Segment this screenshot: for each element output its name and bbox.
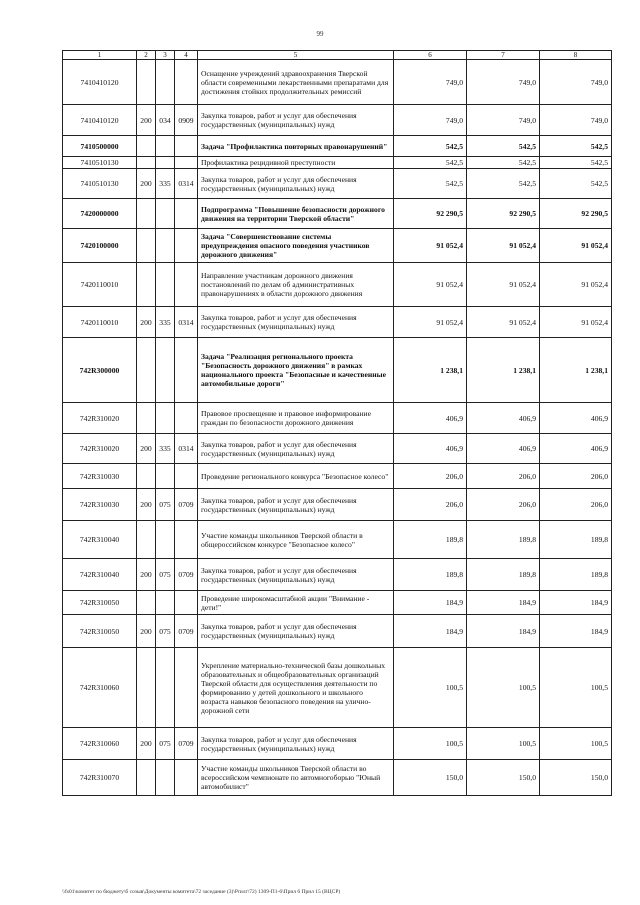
- department-code-cell: [156, 199, 175, 229]
- section-code-cell: [175, 263, 198, 307]
- item-name-cell: Правовое просвещение и правовое информирование граждан по безопасности дорожного движения: [198, 403, 394, 434]
- amount-col6-cell: 92 290,5: [394, 199, 467, 229]
- table-row: [63, 489, 612, 521]
- amount-col7-cell: 100,5: [467, 648, 540, 728]
- amount-col6-cell: 100,5: [394, 648, 467, 728]
- amount-col6-cell: 91 052,4: [394, 307, 467, 338]
- section-code-cell: [175, 464, 198, 489]
- amount-col6-cell: 206,0: [394, 489, 467, 521]
- column-header: 2: [137, 51, 156, 60]
- amount-col7-cell: 189,8: [467, 521, 540, 559]
- department-code-cell: [156, 60, 175, 105]
- section-code-cell: [175, 760, 198, 796]
- amount-col6-cell: 184,9: [394, 591, 467, 615]
- item-name-cell: Закупка товаров, работ и услуг для обеспечения государственных (муниципальных) нужд: [198, 169, 394, 199]
- table-row: [63, 591, 612, 615]
- table-row: [63, 403, 612, 434]
- budget-code-cell: 742R310030: [63, 489, 137, 521]
- item-name-cell: Задача "Совершенствование системы предупреждения опасного поведения участников дорожного движения": [198, 229, 394, 263]
- department-code-cell: [156, 157, 175, 169]
- table-row: [63, 60, 612, 105]
- section-code-cell: [175, 648, 198, 728]
- table-row: [63, 136, 612, 157]
- expense-type-cell: 200: [137, 105, 156, 136]
- table-row: [63, 169, 612, 199]
- section-code-cell: 0909: [175, 105, 198, 136]
- amount-col7-cell: 91 052,4: [467, 229, 540, 263]
- expense-type-cell: [137, 199, 156, 229]
- amount-col8-cell: 184,9: [540, 615, 612, 648]
- department-code-cell: 075: [156, 559, 175, 591]
- amount-col8-cell: 1 238,1: [540, 338, 612, 403]
- amount-col7-cell: 100,5: [467, 728, 540, 760]
- amount-col8-cell: 542,5: [540, 157, 612, 169]
- expense-type-cell: [137, 648, 156, 728]
- expense-type-cell: [137, 464, 156, 489]
- amount-col8-cell: 150,0: [540, 760, 612, 796]
- amount-col7-cell: 150,0: [467, 760, 540, 796]
- item-name-cell: Задача "Реализация регионального проекта "Безопасность дорожного движения" в рамках национального проекта "Безопасные и качественные автомобильные дороги": [198, 338, 394, 403]
- section-code-cell: 0314: [175, 307, 198, 338]
- budget-code-cell: 7410500000: [63, 136, 137, 157]
- section-code-cell: [175, 136, 198, 157]
- amount-col6-cell: 406,9: [394, 434, 467, 464]
- item-name-cell: Подпрограмма "Повышение безопасности дорожного движения на территории Тверской области": [198, 199, 394, 229]
- amount-col6-cell: 542,5: [394, 157, 467, 169]
- budget-code-cell: 742R310030: [63, 464, 137, 489]
- amount-col7-cell: 542,5: [467, 157, 540, 169]
- amount-col6-cell: 189,8: [394, 559, 467, 591]
- item-name-cell: Проведение регионального конкурса "Безопасное колесо": [198, 464, 394, 489]
- amount-col6-cell: 150,0: [394, 760, 467, 796]
- amount-col8-cell: 100,5: [540, 648, 612, 728]
- budget-code-cell: 7420110010: [63, 307, 137, 338]
- section-code-cell: [175, 199, 198, 229]
- item-name-cell: Закупка товаров, работ и услуг для обеспечения государственных (муниципальных) нужд: [198, 728, 394, 760]
- budget-code-cell: 7410510130: [63, 169, 137, 199]
- expense-type-cell: 200: [137, 434, 156, 464]
- amount-col6-cell: 406,9: [394, 403, 467, 434]
- amount-col8-cell: 749,0: [540, 60, 612, 105]
- expense-type-cell: [137, 338, 156, 403]
- expense-type-cell: 200: [137, 307, 156, 338]
- amount-col8-cell: 406,9: [540, 403, 612, 434]
- budget-code-cell: 742R310020: [63, 403, 137, 434]
- item-name-cell: Участие команды школьников Тверской области во всероссийском чемпионате по автомногоборью "Юный автомобилист": [198, 760, 394, 796]
- amount-col8-cell: 189,8: [540, 559, 612, 591]
- budget-code-cell: 742R310060: [63, 648, 137, 728]
- table-row: [63, 307, 612, 338]
- column-header: 4: [175, 51, 198, 60]
- amount-col8-cell: 406,9: [540, 434, 612, 464]
- table-row: [63, 338, 612, 403]
- department-code-cell: 335: [156, 434, 175, 464]
- expense-type-cell: [137, 403, 156, 434]
- table-row: [63, 521, 612, 559]
- amount-col8-cell: 189,8: [540, 521, 612, 559]
- section-code-cell: [175, 60, 198, 105]
- amount-col7-cell: 749,0: [467, 105, 540, 136]
- amount-col7-cell: 189,8: [467, 559, 540, 591]
- expense-type-cell: 200: [137, 559, 156, 591]
- amount-col7-cell: 91 052,4: [467, 307, 540, 338]
- expense-type-cell: 200: [137, 728, 156, 760]
- column-header: 3: [156, 51, 175, 60]
- table-row: [63, 105, 612, 136]
- item-name-cell: Задача "Профилактика повторных правонарушений": [198, 136, 394, 157]
- amount-col7-cell: 184,9: [467, 615, 540, 648]
- table-row: [63, 464, 612, 489]
- expense-type-cell: 200: [137, 615, 156, 648]
- department-code-cell: [156, 403, 175, 434]
- department-code-cell: [156, 263, 175, 307]
- table-row: [63, 559, 612, 591]
- budget-code-cell: 742R310050: [63, 615, 137, 648]
- table-row: [63, 728, 612, 760]
- column-header: 1: [63, 51, 137, 60]
- amount-col8-cell: 206,0: [540, 489, 612, 521]
- amount-col7-cell: 206,0: [467, 489, 540, 521]
- amount-col8-cell: 542,5: [540, 136, 612, 157]
- section-code-cell: 0709: [175, 559, 198, 591]
- item-name-cell: Укрепление материально-технической базы дошкольных образовательных и общеобразовательных организаций Тверской области для осуществления деятельности по формированию у детей дошкольного и школьного возраста навыков безопасного поведения на улично-дорожной сети: [198, 648, 394, 728]
- item-name-cell: Закупка товаров, работ и услуг для обеспечения государственных (муниципальных) нужд: [198, 307, 394, 338]
- budget-table: [62, 50, 612, 796]
- department-code-cell: [156, 521, 175, 559]
- department-code-cell: [156, 229, 175, 263]
- amount-col7-cell: 206,0: [467, 464, 540, 489]
- department-code-cell: [156, 591, 175, 615]
- budget-code-cell: 7420000000: [63, 199, 137, 229]
- item-name-cell: Закупка товаров, работ и услуг для обеспечения государственных (муниципальных) нужд: [198, 489, 394, 521]
- amount-col6-cell: 184,9: [394, 615, 467, 648]
- amount-col7-cell: 1 238,1: [467, 338, 540, 403]
- table-row: [63, 434, 612, 464]
- amount-col6-cell: 91 052,4: [394, 263, 467, 307]
- amount-col7-cell: 184,9: [467, 591, 540, 615]
- item-name-cell: Проведение широкомасштабной акции "Внимание - дети!": [198, 591, 394, 615]
- department-code-cell: [156, 464, 175, 489]
- expense-type-cell: [137, 521, 156, 559]
- budget-code-cell: 7410410120: [63, 60, 137, 105]
- department-code-cell: [156, 338, 175, 403]
- department-code-cell: 335: [156, 307, 175, 338]
- item-name-cell: Закупка товаров, работ и услуг для обеспечения государственных (муниципальных) нужд: [198, 434, 394, 464]
- expense-type-cell: 200: [137, 169, 156, 199]
- expense-type-cell: 200: [137, 489, 156, 521]
- section-code-cell: 0314: [175, 434, 198, 464]
- amount-col7-cell: 542,5: [467, 136, 540, 157]
- amount-col7-cell: 749,0: [467, 60, 540, 105]
- amount-col6-cell: 1 238,1: [394, 338, 467, 403]
- budget-code-cell: 7420110010: [63, 263, 137, 307]
- table-row: [63, 615, 612, 648]
- section-code-cell: 0709: [175, 728, 198, 760]
- department-code-cell: 335: [156, 169, 175, 199]
- expense-type-cell: [137, 591, 156, 615]
- footer-path: \\fs01\комитет по бюджету\б созыв\Документы комитета\72 заседание (3)\Prилг\72) 1309-П1-6\Прил 6 Прил 15 (ВЦСР): [62, 889, 341, 895]
- item-name-cell: Закупка товаров, работ и услуг для обеспечения государственных (муниципальных) нужд: [198, 105, 394, 136]
- section-code-cell: [175, 521, 198, 559]
- amount-col8-cell: 100,5: [540, 728, 612, 760]
- department-code-cell: [156, 760, 175, 796]
- item-name-cell: Закупка товаров, работ и услуг для обеспечения государственных (муниципальных) нужд: [198, 559, 394, 591]
- amount-col7-cell: 406,9: [467, 434, 540, 464]
- department-code-cell: 075: [156, 489, 175, 521]
- amount-col8-cell: 749,0: [540, 105, 612, 136]
- expense-type-cell: [137, 60, 156, 105]
- column-header: 8: [540, 51, 612, 60]
- expense-type-cell: [137, 136, 156, 157]
- department-code-cell: [156, 136, 175, 157]
- expense-type-cell: [137, 157, 156, 169]
- section-code-cell: [175, 229, 198, 263]
- section-code-cell: [175, 338, 198, 403]
- amount-col8-cell: 91 052,4: [540, 307, 612, 338]
- item-name-cell: Профилактика рецидивной преступности: [198, 157, 394, 169]
- amount-col7-cell: 91 052,4: [467, 263, 540, 307]
- amount-col8-cell: 91 052,4: [540, 229, 612, 263]
- section-code-cell: 0314: [175, 169, 198, 199]
- table-row: [63, 199, 612, 229]
- section-code-cell: 0709: [175, 489, 198, 521]
- budget-code-cell: 742R310050: [63, 591, 137, 615]
- table-row: [63, 157, 612, 169]
- amount-col6-cell: 749,0: [394, 60, 467, 105]
- amount-col6-cell: 542,5: [394, 169, 467, 199]
- amount-col6-cell: 91 052,4: [394, 229, 467, 263]
- budget-code-cell: 7420100000: [63, 229, 137, 263]
- department-code-cell: [156, 648, 175, 728]
- table-row: [63, 263, 612, 307]
- amount-col8-cell: 184,9: [540, 591, 612, 615]
- table-row: [63, 648, 612, 728]
- amount-col8-cell: 92 290,5: [540, 199, 612, 229]
- section-code-cell: 0709: [175, 615, 198, 648]
- amount-col6-cell: 100,5: [394, 728, 467, 760]
- item-name-cell: Участие команды школьников Тверской области в общероссийском конкурсе "Безопасное колесо": [198, 521, 394, 559]
- table-header-row: [63, 51, 612, 60]
- budget-code-cell: 7410410120: [63, 105, 137, 136]
- budget-code-cell: 742R310040: [63, 559, 137, 591]
- item-name-cell: Закупка товаров, работ и услуг для обеспечения государственных (муниципальных) нужд: [198, 615, 394, 648]
- budget-code-cell: 7410510130: [63, 157, 137, 169]
- department-code-cell: 034: [156, 105, 175, 136]
- table-row: [63, 229, 612, 263]
- amount-col6-cell: 542,5: [394, 136, 467, 157]
- amount-col7-cell: 542,5: [467, 169, 540, 199]
- column-header: 6: [394, 51, 467, 60]
- amount-col6-cell: 189,8: [394, 521, 467, 559]
- section-code-cell: [175, 157, 198, 169]
- budget-code-cell: 742R310040: [63, 521, 137, 559]
- column-header: 7: [467, 51, 540, 60]
- page-number: 99: [316, 30, 324, 38]
- expense-type-cell: [137, 229, 156, 263]
- section-code-cell: [175, 591, 198, 615]
- expense-type-cell: [137, 760, 156, 796]
- budget-code-cell: 742R300000: [63, 338, 137, 403]
- column-header: 5: [198, 51, 394, 60]
- amount-col8-cell: 542,5: [540, 169, 612, 199]
- amount-col6-cell: 206,0: [394, 464, 467, 489]
- budget-code-cell: 742R310060: [63, 728, 137, 760]
- amount-col7-cell: 92 290,5: [467, 199, 540, 229]
- item-name-cell: Направление участникам дорожного движения постановлений по делам об административных правонарушениях в области дорожного движения: [198, 263, 394, 307]
- item-name-cell: Оснащение учреждений здравоохранения Тверской области современными лекарственными препаратами для достижения стойких продолжительных ремиссий: [198, 60, 394, 105]
- amount-col7-cell: 406,9: [467, 403, 540, 434]
- department-code-cell: 075: [156, 615, 175, 648]
- section-code-cell: [175, 403, 198, 434]
- budget-code-cell: 742R310070: [63, 760, 137, 796]
- amount-col8-cell: 206,0: [540, 464, 612, 489]
- table-row: [63, 760, 612, 796]
- department-code-cell: 075: [156, 728, 175, 760]
- budget-code-cell: 742R310020: [63, 434, 137, 464]
- amount-col6-cell: 749,0: [394, 105, 467, 136]
- amount-col8-cell: 91 052,4: [540, 263, 612, 307]
- expense-type-cell: [137, 263, 156, 307]
